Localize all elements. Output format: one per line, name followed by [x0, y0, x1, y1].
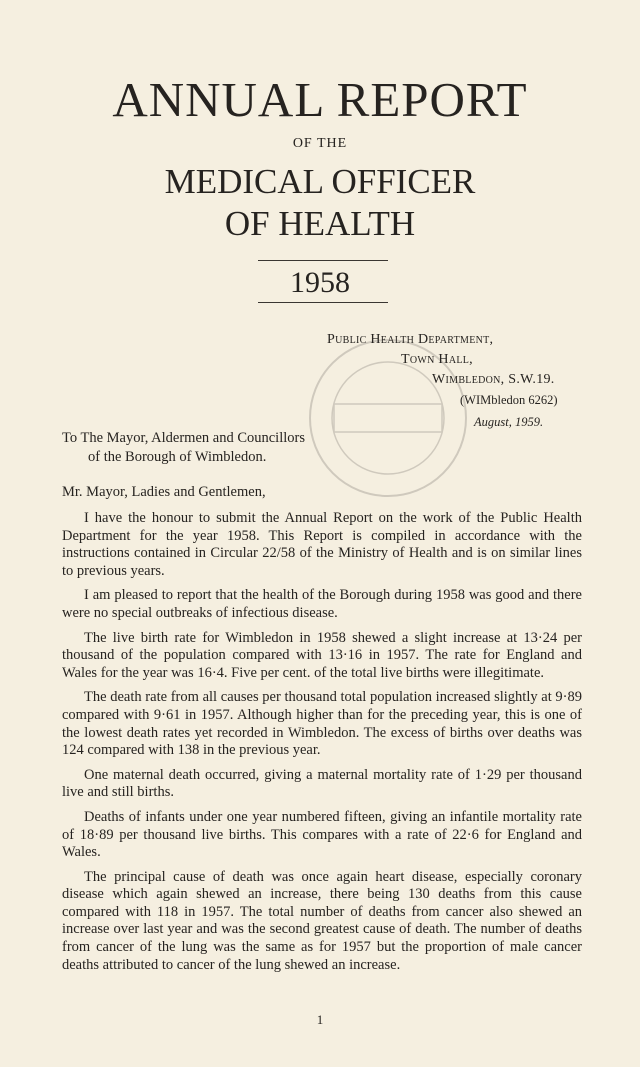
addressee-line-2: of the Borough of Wimbledon. [88, 449, 267, 465]
addressee-line-1: To The Mayor, Aldermen and Councillors [62, 430, 305, 446]
address-phone: (WIMbledon 6262) [460, 393, 558, 407]
title-line-of-health: OF HEALTH [224, 204, 416, 243]
report-body [62, 510, 582, 981]
salutation: Mr. Mayor, Ladies and Gentlemen, [62, 484, 266, 500]
paragraph: I am pleased to report that the health of the Borough during 1958 was good and there were no special outbreaks of infectious disease. [62, 587, 582, 621]
report-title: ANNUAL REPORT [112, 72, 528, 127]
paragraph: The principal cause of death was once again heart disease, especially coronary disease which again shewed an increase, there being 130 deaths from this cause compared with 118 in 1957. The total number of deaths from cancer also shewed an increase over last year and was the second greatest cause of death. The number of deaths from cancer of the lung was the same as for 1957 but the proportion of male cancer deaths attributed to cancer of the lung shewed an increase. [62, 868, 582, 973]
paragraph: The death rate from all causes per thousand total population increased slightly at 9·89 compared with 9·61 in 1957. Although higher than for the preceding year, this is one of the lowest death rates yet recorded in Wimbledon. The excess of births over deaths was 124 compared with 138 in the previous year. [62, 689, 582, 759]
paragraph: Deaths of infants under one year numbered fifteen, giving an infantile mortality rate of 18·89 per thousand live births. This compares with a rate of 22·6 for England and Wales. [62, 808, 582, 861]
address-town-hall: Town Hall, [401, 352, 473, 367]
report-year: 1958 [290, 266, 350, 299]
report-date: August, 1959. [474, 415, 544, 429]
title-connector: OF THE [292, 136, 348, 151]
paragraph: One maternal death occurred, giving a maternal mortality rate of 1·29 per thousand live and still births. [62, 766, 582, 801]
paragraph: I have the honour to submit the Annual Report on the work of the Public Health Department for the year 1958. This Report is compiled in accordance with the instructions contained in Circular 22/58 of the Ministry of Health and is on similar lines to previous years. [62, 510, 582, 579]
paragraph: The live birth rate for Wimbledon in 1958 shewed a slight increase at 13·24 per thousand of the population compared with 13·16 in 1957. The rate for England and Wales for the year was 16·4. Five per cent. of the total live births were illegitimate. [62, 629, 582, 681]
page-number: 1 [316, 1012, 324, 1027]
address-town: Wimbledon, S.W.19. [432, 372, 555, 387]
rule-above-year [258, 260, 388, 261]
address-department: Public Health Department, [327, 332, 494, 347]
title-line-medical-officer: MEDICAL OFFICER [164, 162, 476, 201]
rule-below-year [258, 302, 388, 303]
